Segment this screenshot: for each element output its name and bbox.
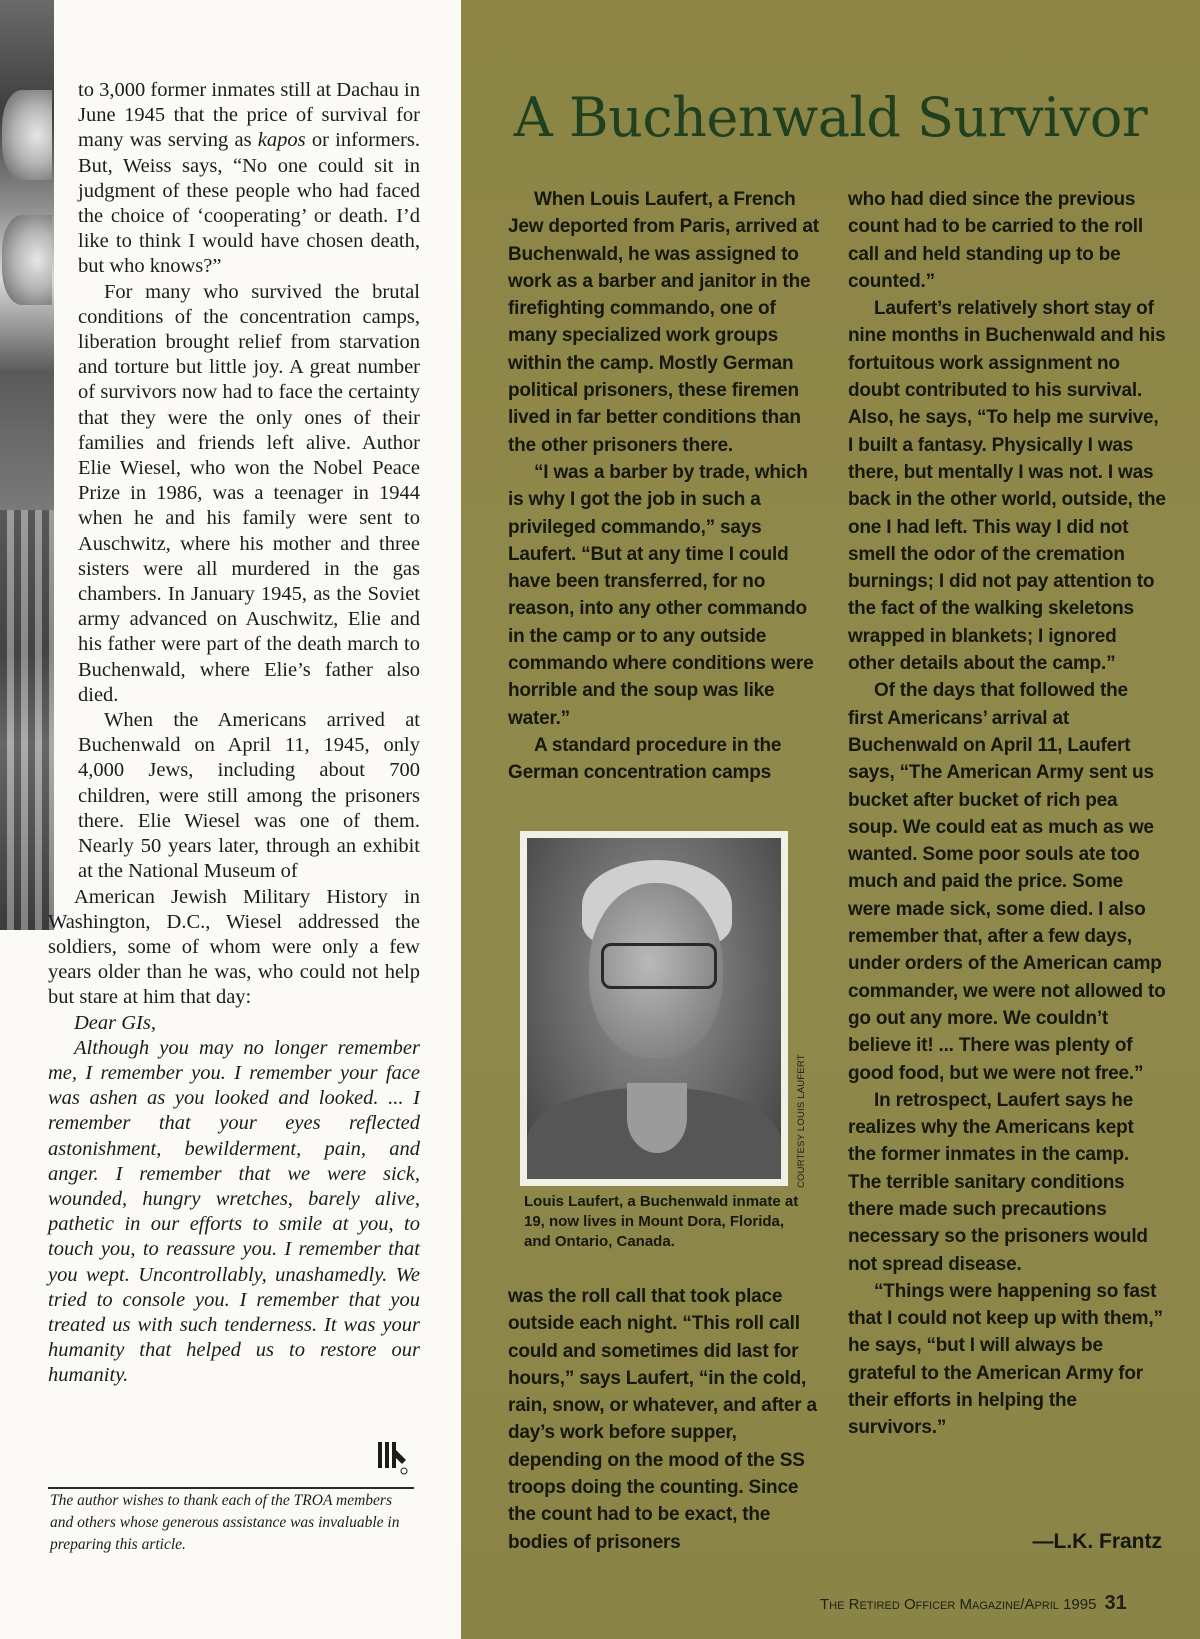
sidebar-paragraph: In retrospect, Laufert says he realizes why the Americans kept the former inmates in the camp. The terrible sanitary conditions there made such precautions necessary so the prisoners would not spread disease. xyxy=(848,1089,1148,1275)
sidebar-paragraph: “I was a barber by trade, which is why I got the job in such a privileged commando,” says Laufert. “But at any time I could have been transferred, for no reason, into any other commando in the camp or to any outside commando where conditions were horrible and the soup was like water.” xyxy=(508,461,814,729)
edge-photo-prison-stripes xyxy=(0,510,54,930)
article-paragraph xyxy=(78,78,420,280)
sidebar-paragraph: Laufert’s relatively short stay of nine months in Buchenwald and his fortuitous work assignment no doubt contributed to his survival. Also, he says, “To help me survive, I built a fantasy. Physically I was there, but mentally I was not. I was back in the other world, outside, the one I had left. This way I did not smell the odor of the cremation burnings; I did not pay attention to the fact of the walking skeletons wrapped in blankets; I ignored other details about the camp.” xyxy=(848,298,1166,675)
paragraph-text: or informers. But, Weiss says, “No one could sit in judgment of these people who had faced the choice of ‘cooperating’ or death. I’d like to think I would have chosen death, but who knows?” xyxy=(78,129,420,278)
photo-glasses xyxy=(601,943,717,989)
publication-name: The Retired Officer Magazine/April 1995 xyxy=(820,1596,1097,1613)
article-paragraph: For many who survived the brutal conditions of the concentration camps, liberation brought relief from starvation and torture but little joy. A great number of survivors now had to face the certainty that they were the only ones of their families and friends left alive. Author Elie Wiesel, who won the Nobel Peace Prize in 1986, was a teenager in 1944 when he and his family were sent to Auschwitz, where his mother and three sisters were all murdered in the gas chambers. In January 1945, as the Soviet army advanced on Auschwitz, Elie and his father were part of the death march to Buchenwald, where Elie’s father also died. xyxy=(78,280,420,706)
article-paragraph: American Jewish Military History in Washington, D.C., Wiesel addressed the soldiers, some of whom were only a few years older than he was, who could not help but stare at him that day: xyxy=(48,885,420,1009)
end-mark-logo xyxy=(374,1438,410,1476)
edge-photo-strip xyxy=(0,0,54,930)
sidebar-column-1-continued xyxy=(508,1283,824,1556)
edge-photo-face xyxy=(2,215,52,305)
page-footer xyxy=(820,1592,1127,1615)
portrait-photo xyxy=(527,838,781,1179)
photo-caption: Louis Laufert, a Buchenwald inmate at 19, now lives in Mount Dora, Florida, and Ontario, Canada. xyxy=(524,1193,799,1250)
sidebar-paragraph: When Louis Laufert, a French Jew deported from Paris, arrived at Buchenwald, he was assigned to work as a barber and janitor in the firefighting commando, one of many specialized work groups within the camp. Mostly German political prisoners, these firemen lived in far better conditions than the other prisoners there. xyxy=(508,189,819,456)
photo-credit: COURTESY LOUIS LAUFERT xyxy=(796,1054,807,1188)
letter-body: Although you may no longer remember me, I remember you. I remember your face was ashen as you looked and looked. ... I remember that your eyes reflected astonishment, bewilderment, pain, and anger. I remember that we were sick, wounded, hungry wretches, barely alive, pathetic in our efforts to smile at you, to touch you, to reassure you. I remember that you wept. Uncontrollably, unashamedly. We tried to console you. I remember that you treated us with such tenderness. It was your humanity that helped us to restore our humanity. xyxy=(48,1036,420,1387)
paragraph-text: to 3,000 former inmates still at Dachau in June 1945 that the price of survival for many was serving as xyxy=(78,79,420,152)
edge-photo-face xyxy=(2,90,52,180)
page-number: 31 xyxy=(1104,1592,1127,1614)
sidebar-title: A Buchenwald Survivor xyxy=(513,86,1148,149)
acknowledgment-divider xyxy=(48,1487,414,1489)
sidebar-paragraph: “Things were happening so fast that I could not keep up with them,” he says, “but I will always be grateful to the American Army for their efforts in helping the survivors.” xyxy=(848,1280,1163,1439)
sidebar-paragraph: was the roll call that took place outside each night. “This roll call could and sometimes did last for hours,” says Laufert, “in the cold, rain, snow, or whatever, and after a day’s work before supper, depending on the mood of the SS troops doing the counting. Since the count had to be exact, the bodies of prisoners xyxy=(508,1286,817,1553)
acknowledgment-note: The author wishes to thank each of the TROA members and others whose generous assistance was invaluable in preparing this article. xyxy=(50,1492,400,1553)
letter-salutation: Dear GIs, xyxy=(74,1011,156,1034)
author-signature: —L.K. Frantz xyxy=(1032,1530,1162,1553)
article-paragraph: When the Americans arrived at Buchenwald on April 11, 1945, only 4,000 Jews, including about 700 children, were still among the prisoners there. Elie Wiesel was one of them. Nearly 50 years later, through an exhibit at the National Museum of xyxy=(78,709,420,883)
portrait-photo-frame xyxy=(520,831,788,1186)
photo-collar xyxy=(627,1083,687,1153)
sidebar-paragraph: who had died since the previous count had to be carried to the roll call and held standing up to be counted.” xyxy=(848,189,1143,292)
article-left-column xyxy=(48,78,420,1389)
sidebar-paragraph: Of the days that followed the first Americans’ arrival at Buchenwald on April 11, Laufert says, “The American Army sent us bucket after bucket of rich pea soup. We could eat as much as we wanted. Some poor souls ate too much and paid the price. Some were made sick, some died. I also remember that, after a few days, under orders of the American camp commander, we were not allowed to go out any more. We couldn’t believe it! ... There was plenty of good food, but we were not free.” xyxy=(848,680,1166,1084)
italic-term: kapos xyxy=(257,129,306,152)
sidebar-column-1 xyxy=(508,186,824,787)
sidebar-paragraph: A standard procedure in the German concentration camps xyxy=(508,734,782,784)
sidebar-column-2 xyxy=(848,186,1166,1442)
